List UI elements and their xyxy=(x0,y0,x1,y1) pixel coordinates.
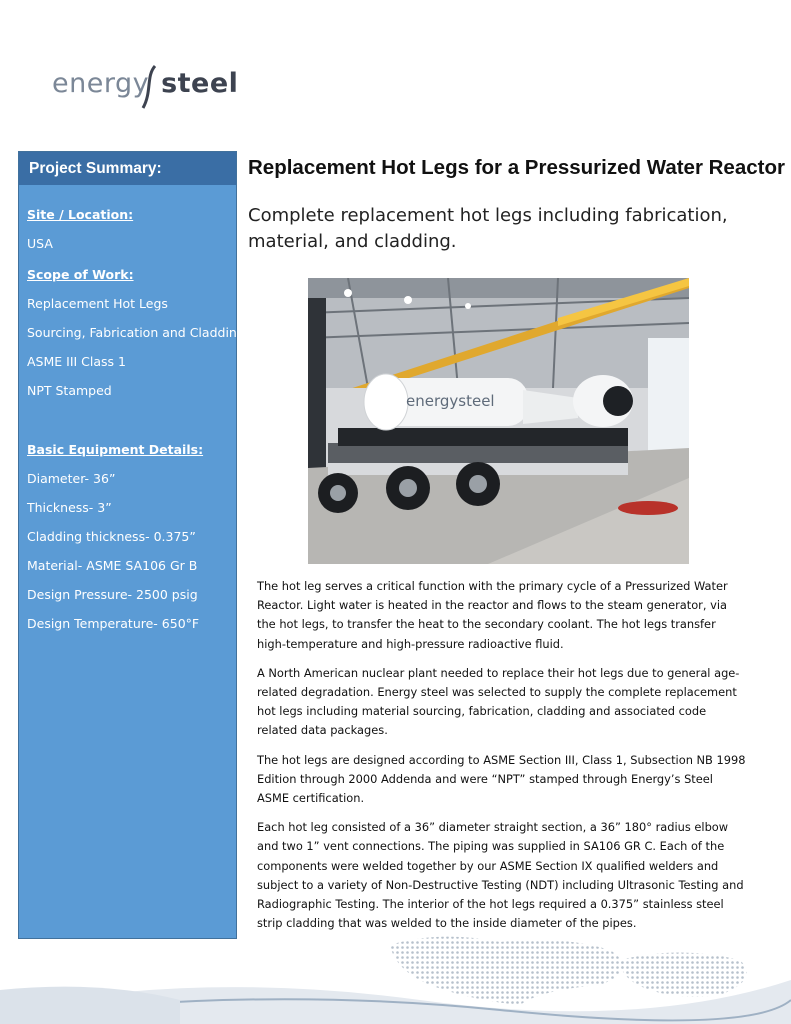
sidebar-header: Project Summary: xyxy=(19,152,236,185)
equipment-item: Diameter- 36” xyxy=(27,471,116,486)
logo-energy-text: energy xyxy=(52,68,150,99)
body-paragraph: The hot legs are designed according to ASME Section III, Class 1, Subsection NB 1998 Edition through 2000 Addenda and were “NPT” stamped through Energy’s Steel ASME certification. xyxy=(257,752,746,806)
scope-item: Sourcing, Fabrication and Cladding xyxy=(27,325,245,340)
scope-item: Replacement Hot Legs xyxy=(27,296,168,311)
site-value: USA xyxy=(27,236,53,251)
body-text xyxy=(257,577,747,943)
project-summary-sidebar xyxy=(18,151,245,939)
equipment-item: Design Temperature- 650°F xyxy=(27,616,200,631)
scope-heading: Scope of Work: xyxy=(27,267,134,282)
page-subtitle: Complete replacement hot legs including fabrication, material, and cladding. xyxy=(248,205,728,252)
equipment-item: Cladding thickness- 0.375” xyxy=(27,529,196,544)
body-paragraph: A North American nuclear plant needed to replace their hot legs due to general age-related degradation. Energy steel was selected to supply the complete replacement hot legs including material sourcing, fabrication, cladding and associated code related data packages. xyxy=(257,665,740,738)
page-title: Replacement Hot Legs for a Pressurized Water Reactor xyxy=(248,156,785,179)
scope-item: ASME III Class 1 xyxy=(27,354,126,369)
equipment-heading: Basic Equipment Details: xyxy=(27,442,204,457)
energy-steel-logo xyxy=(22,50,239,134)
body-paragraph: The hot leg serves a critical function with the primary cycle of a Pressurized Water Reactor. Light water is heated in the reactor and flows to the steam generator, via the hot legs, to transfer the heat to the secondary coolant. The hot legs transfer high-temperature and high-pressure radioactive fluid. xyxy=(257,579,728,651)
body-paragraph: Each hot leg consisted of a 36” diameter straight section, a 36” 180° radius elbow and two 1” vent connections. The piping was supplied in SA106 GR C. Each of the components were welded together by our ASME Section IX qualified welders and subject to a variety of Non-Destructive Testing (NDT) including Ultrasonic Testing and Radiographic Testing. The interior of the hot legs required a 0.375” stainless steel strip cladding that was welded to the inside diameter of the pipes. xyxy=(257,820,744,931)
site-heading: Site / Location: xyxy=(27,207,134,222)
scope-item: NPT Stamped xyxy=(27,383,112,398)
world-map-decoration xyxy=(0,930,791,1024)
logo-steel-text: steel xyxy=(161,68,239,99)
equipment-item: Design Pressure- 2500 psig xyxy=(27,587,198,602)
logo-swoosh-icon xyxy=(140,62,160,112)
equipment-item: Material- ASME SA106 Gr B xyxy=(27,558,198,573)
pipe-logo-text: energysteel xyxy=(406,392,495,410)
equipment-item: Thickness- 3” xyxy=(27,500,112,515)
hot-leg-photo xyxy=(308,278,689,564)
